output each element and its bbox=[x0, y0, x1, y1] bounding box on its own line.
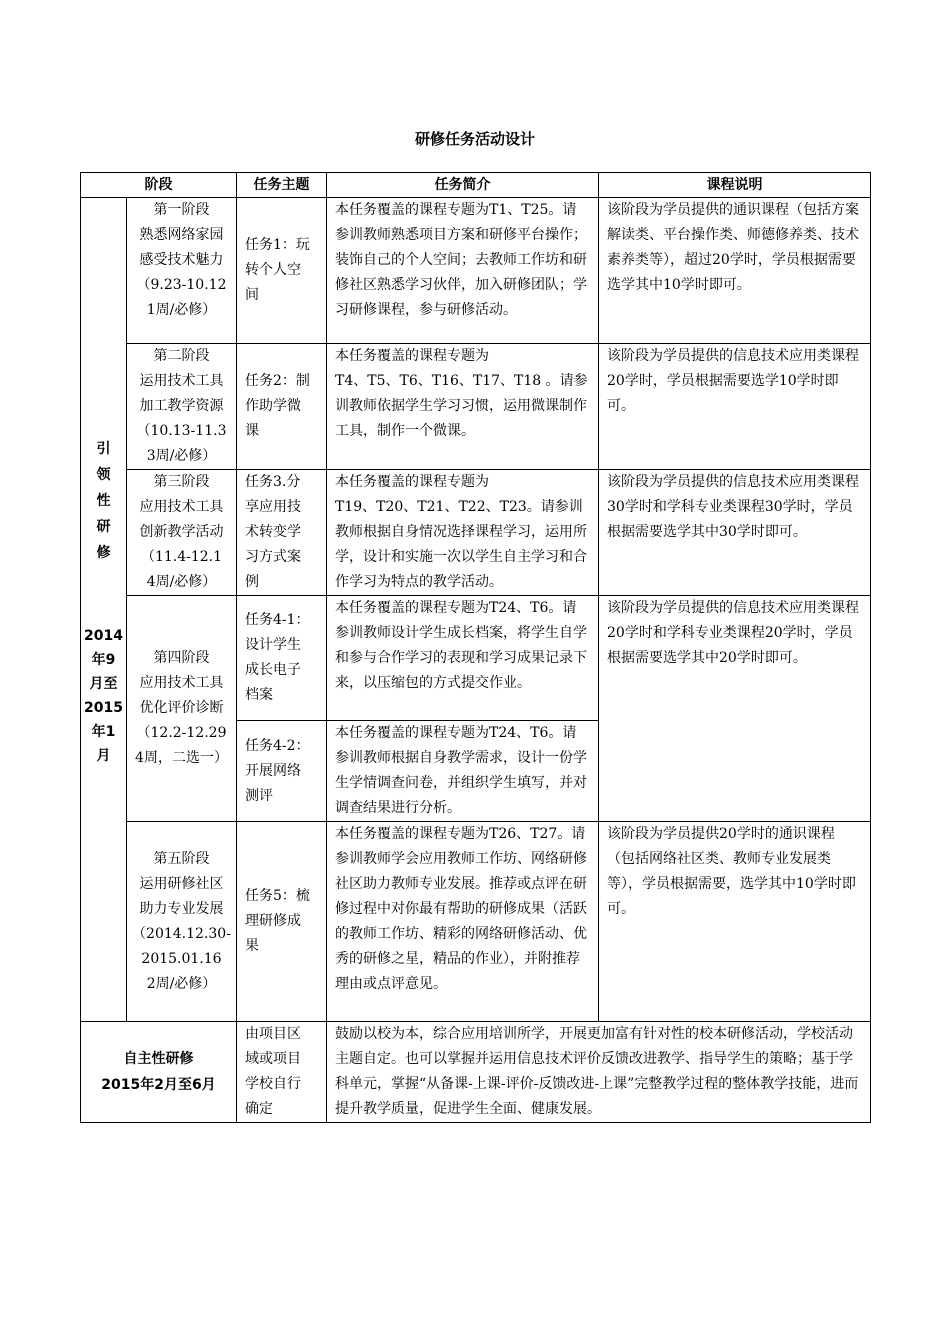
course-3: 该阶段为学员提供的信息技术应用类课程30学时和学科专业类课程30学时，学员根据需要选学其中30学时即可。 bbox=[599, 470, 871, 596]
stage-5: 第五阶段 运用研修社区 助力专业发展 （2014.12.30- 2015.01.16 2周/必修） bbox=[127, 822, 237, 1022]
intro-2: 本任务覆盖的课程专题为 T4、T5、T6、T16、T17、T18 。请参训教师依据学生学习习惯，运用微课制作工具，制作一个微课。 bbox=[327, 344, 599, 470]
header-course: 课程说明 bbox=[599, 173, 871, 198]
course-1: 该阶段为学员提供的通识课程（包括方案解读类、平台操作类、师德修养类、技术素养类等），超过20学时，学员根据需要选学其中10学时即可。 bbox=[599, 198, 871, 344]
header-row bbox=[81, 173, 871, 198]
stage-3: 第三阶段 应用技术工具 创新教学活动 （11.4-12.1 4周/必修） bbox=[127, 470, 237, 596]
header-intro: 任务简介 bbox=[327, 173, 599, 198]
table-row bbox=[81, 1022, 871, 1123]
theme-3: 任务3.分 享应用技 术转变学 习方式案 例 bbox=[237, 470, 327, 596]
course-4: 该阶段为学员提供的信息技术应用类课程20学时和学科专业类课程20学时，学员根据需要选学其中20学时即可。 bbox=[599, 596, 871, 822]
stage-2: 第二阶段 运用技术工具 加工教学资源 （10.13-11.3 3周/必修） bbox=[127, 344, 237, 470]
theme-5: 任务5：梳 理研修成 果 bbox=[237, 822, 327, 1022]
self-theme: 由项目区 域或项目 学校自行 确定 bbox=[237, 1022, 327, 1123]
guided-period: 2014 年9 月至 2015 年1 月 bbox=[84, 628, 123, 764]
table-row bbox=[81, 470, 871, 596]
task-design-table bbox=[80, 172, 871, 1123]
theme-4-1: 任务4-1： 设计学生 成长电子 档案 bbox=[237, 596, 327, 721]
self-intro: 鼓励以校为本，综合应用培训所学，开展更加富有针对性的校本研修活动，学校活动主题自定。也可以掌握并运用信息技术评价反馈改进教学、指导学生的策略；基于学科单元，掌握“从备课-上课-评价-反馈改进-上课”完整教学过程的整体教学技能，进而提升教学质量，促进学生全面、健康发展。 bbox=[327, 1022, 871, 1123]
intro-3: 本任务覆盖的课程专题为 T19、T20、T21、T22、T23。请参训教师根据自身情况选择课程学习，运用所学，设计和实施一次以学生自主学习和合作学习为特点的教学活动。 bbox=[327, 470, 599, 596]
theme-2: 任务2：制 作助学微 课 bbox=[237, 344, 327, 470]
table-row bbox=[81, 822, 871, 1022]
table-row bbox=[81, 198, 871, 344]
theme-4-2: 任务4-2： 开展网络 测评 bbox=[237, 721, 327, 822]
guided-label: 引 领 性 研 修 bbox=[96, 441, 111, 561]
stage-4: 第四阶段 应用技术工具 优化评价诊断 （12.2-12.29 4周，二选一） bbox=[127, 596, 237, 822]
course-5: 该阶段为学员提供20学时的通识课程（包括网络社区类、教师专业发展类等），学员根据需要，选学其中10学时即可。 bbox=[599, 822, 871, 1022]
theme-1: 任务1：玩 转个人空 间 bbox=[237, 198, 327, 344]
course-2: 该阶段为学员提供的信息技术应用类课程20学时，学员根据需要选学10学时即可。 bbox=[599, 344, 871, 470]
intro-4-2: 本任务覆盖的课程专题为T24、T6。请参训教师根据自身教学需求，设计一份学生学情调查问卷，并组织学生填写，并对调查结果进行分析。 bbox=[327, 721, 599, 822]
self-research-label: 自主性研修 2015年2月至6月 bbox=[81, 1022, 237, 1123]
table-row bbox=[81, 596, 871, 721]
stage-1: 第一阶段 熟悉网络家园 感受技术魅力 （9.23-10.12 1周/必修） bbox=[127, 198, 237, 344]
table-row bbox=[81, 344, 871, 470]
page-title: 研修任务活动设计 bbox=[414, 130, 535, 148]
intro-5: 本任务覆盖的课程专题为T26、T27。请参训教师学会应用教师工作坊、网络研修社区助力教师专业发展。推荐或点评在研修过程中对你最有帮助的研修成果（活跃的教师工作坊、精彩的网络研修活动、优秀的研修之星，精品的作业），并附推荐理由或点评意见。 bbox=[327, 822, 599, 1022]
guided-research-label bbox=[81, 198, 127, 1022]
intro-4-1: 本任务覆盖的课程专题为T24、T6。请参训教师设计学生成长档案，将学生自学和参与合作学习的表现和学习成果记录下来，以压缩包的方式提交作业。 bbox=[327, 596, 599, 721]
header-stage: 阶段 bbox=[81, 173, 237, 198]
intro-1: 本任务覆盖的课程专题为T1、T25。请参训教师熟悉项目方案和研修平台操作；装饰自己的个人空间；去教师工作坊和研修社区熟悉学习伙伴，加入研修团队；学习研修课程，参与研修活动。 bbox=[327, 198, 599, 344]
header-theme: 任务主题 bbox=[237, 173, 327, 198]
